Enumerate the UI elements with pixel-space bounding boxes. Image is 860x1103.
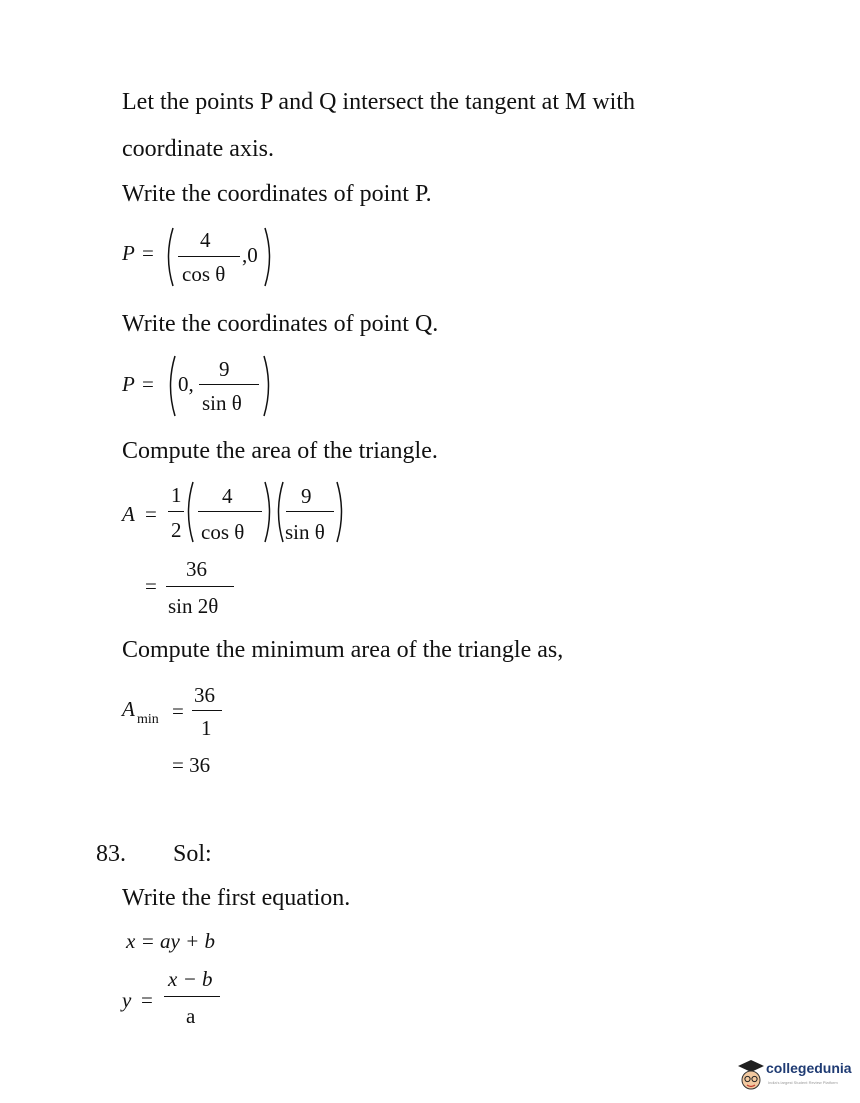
instruction-point-q: Write the coordinates of point Q.: [122, 311, 439, 337]
logo-name: collegedunia: [766, 1060, 852, 1076]
eq-lhs: P: [122, 241, 135, 265]
collegedunia-logo: [736, 1054, 856, 1098]
fraction-numerator: x − b: [168, 967, 213, 991]
fraction-numerator: 9: [219, 357, 230, 381]
eq-lhs: P: [122, 372, 135, 396]
fraction-numerator: 4: [200, 228, 211, 252]
fraction-denominator: 1: [201, 716, 212, 740]
fraction1-numerator: 4: [222, 484, 233, 508]
fraction-bar: [164, 996, 220, 997]
fraction-denominator: a: [186, 1004, 196, 1028]
fraction-denominator: sin θ: [202, 391, 242, 415]
fraction-bar: [199, 384, 259, 385]
coordinate-tail: ,0: [242, 243, 258, 267]
problem-number: 83.: [96, 841, 126, 867]
paragraph-intro-line1: Let the points P and Q intersect the tangent at M with: [122, 89, 635, 115]
fraction1-denominator: cos θ: [201, 520, 245, 544]
eq-lhs: y: [122, 988, 132, 1012]
left-paren: [182, 480, 196, 544]
fraction-numerator: 36: [194, 683, 215, 707]
left-paren: [272, 480, 286, 544]
right-paren: [334, 480, 348, 544]
left-paren: [162, 226, 176, 288]
half-numerator: 1: [171, 483, 182, 507]
fraction3-bar: [166, 586, 234, 587]
fraction1-bar: [198, 511, 262, 512]
result: = 36: [172, 753, 211, 777]
eq-sign: =: [141, 988, 153, 1012]
instruction-point-p: Write the coordinates of point P.: [122, 181, 432, 207]
eq-lhs: A: [122, 697, 135, 721]
left-paren: [164, 354, 178, 418]
fraction3-denominator: sin 2θ: [168, 594, 219, 618]
eq-sign: =: [142, 372, 154, 396]
eq-subscript: min: [137, 712, 159, 727]
solution-label: Sol:: [173, 841, 212, 867]
equation-line: x = ay + b: [126, 929, 215, 953]
eq-sign: =: [145, 502, 157, 526]
half-denominator: 2: [171, 518, 182, 542]
right-paren: [261, 354, 275, 418]
eq-sign: =: [172, 699, 184, 723]
eq-lhs: A: [122, 502, 135, 526]
fraction2-denominator: sin θ: [285, 520, 325, 544]
graduate-icon: [736, 1056, 766, 1096]
coordinate-head: 0,: [178, 372, 194, 396]
fraction3-numerator: 36: [186, 557, 207, 581]
eq-sign: =: [142, 241, 154, 265]
paragraph-intro-line2: coordinate axis.: [122, 136, 274, 162]
fraction-bar: [192, 710, 222, 711]
instruction-area: Compute the area of the triangle.: [122, 438, 438, 464]
fraction-bar: [178, 256, 240, 257]
right-paren: [262, 226, 276, 288]
fraction2-numerator: 9: [301, 484, 312, 508]
fraction2-bar: [286, 511, 334, 512]
eq-sign-2: =: [145, 574, 157, 598]
fraction-denominator: cos θ: [182, 262, 226, 286]
logo-tagline: India's largest Student Review Platform: [768, 1080, 838, 1085]
instruction-first-equation: Write the first equation.: [122, 885, 351, 911]
instruction-minimum-area: Compute the minimum area of the triangle as,: [122, 637, 564, 663]
